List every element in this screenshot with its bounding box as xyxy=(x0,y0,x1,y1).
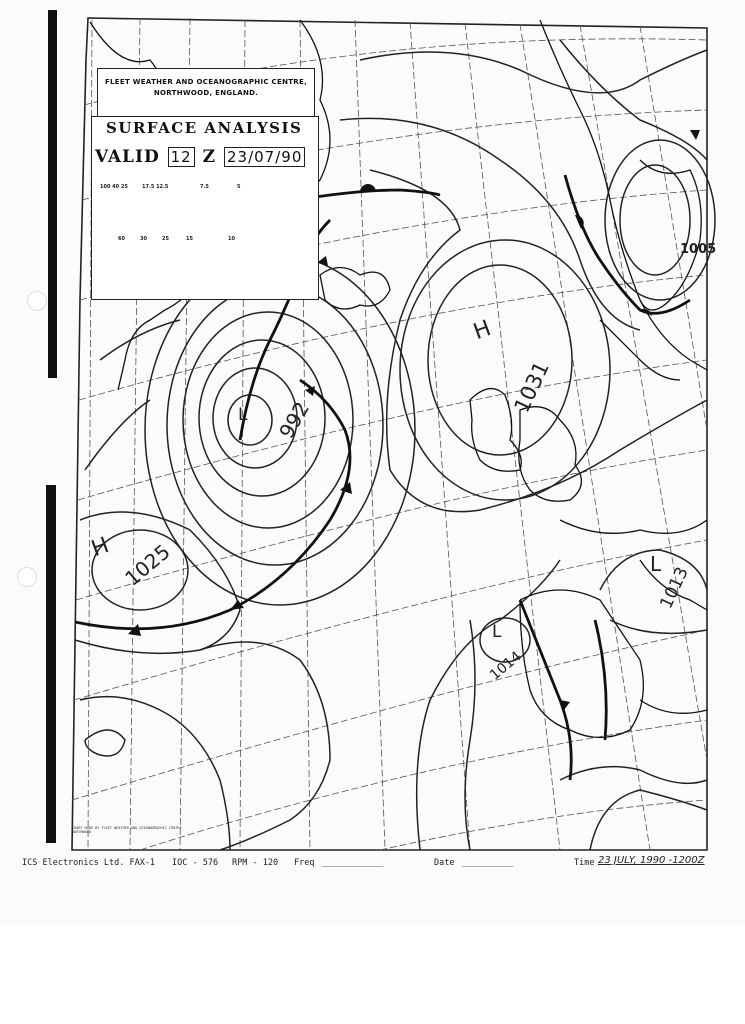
scale-tick-top-4: 5 xyxy=(237,184,241,190)
scale-tick-bottom-5: 10 xyxy=(228,236,235,242)
scale-tick-top-2: 17.5 12.5 xyxy=(142,184,169,190)
valid-zone: Z xyxy=(202,147,217,167)
high-northsea-value: 1031 xyxy=(509,357,554,417)
analysis-title: SURFACE ANALYSIS xyxy=(106,119,303,137)
valid-hour: 12 xyxy=(168,147,195,167)
footer-maker: ICS Electronics Ltd. FAX-1 xyxy=(22,858,156,868)
header-box xyxy=(97,68,315,118)
header-line-1: FLEET WEATHER AND OCEANOGRAPHIC CENTRE, xyxy=(104,78,308,86)
scale-tick-bottom-4: 15 xyxy=(186,236,193,242)
footer-freq-label: Freq xyxy=(294,858,315,868)
chart-footnote: CHART MADE BY FLEET WEATHER AND OCEANOGRAPHIC CENTRE NORTHWOOD xyxy=(72,826,182,834)
low-iceland-letter: L xyxy=(238,405,248,425)
scale-tick-top-1: 100 40 25 xyxy=(100,184,128,190)
high-atlantic-value: 1025 xyxy=(120,539,175,591)
footer-freq-blank: ____________ xyxy=(322,858,384,868)
scale-tick-top-3: 7.5 xyxy=(200,184,209,190)
footer-ioc: IOC - 576 xyxy=(172,858,219,868)
footer-time-label: Time xyxy=(574,858,595,868)
high-atlantic-letter: H xyxy=(88,532,113,563)
low-iberia-letter: L xyxy=(492,622,502,642)
footer-rpm: RPM - 120 xyxy=(232,858,279,868)
footer-time-value: 23 JULY, 1990 -1200Z xyxy=(598,855,705,866)
low-france-value: 1013 xyxy=(656,564,693,612)
scanner-background xyxy=(0,925,745,1024)
scale-tick-bottom-3: 25 xyxy=(162,236,169,242)
footer-date-blank: __________ xyxy=(462,858,514,868)
scale-tick-bottom-1: 60 xyxy=(118,236,125,242)
low-france-letter: L xyxy=(650,552,662,576)
edge-pressure-label: 1005 xyxy=(680,242,717,257)
low-iberia-value: 1014 xyxy=(487,648,525,684)
footer-date-label: Date xyxy=(434,858,455,868)
scale-tick-bottom-2: 30 xyxy=(140,236,147,242)
low-iceland-value: 992 xyxy=(274,397,315,443)
valid-label: VALID xyxy=(95,147,160,167)
header-line-2: NORTHWOOD, ENGLAND. xyxy=(153,89,259,97)
analysis-box xyxy=(91,116,319,300)
valid-date: 23/07/90 xyxy=(224,147,305,167)
valid-row xyxy=(95,147,306,167)
fax-footer xyxy=(22,855,722,875)
high-northsea-letter: H xyxy=(470,315,495,346)
